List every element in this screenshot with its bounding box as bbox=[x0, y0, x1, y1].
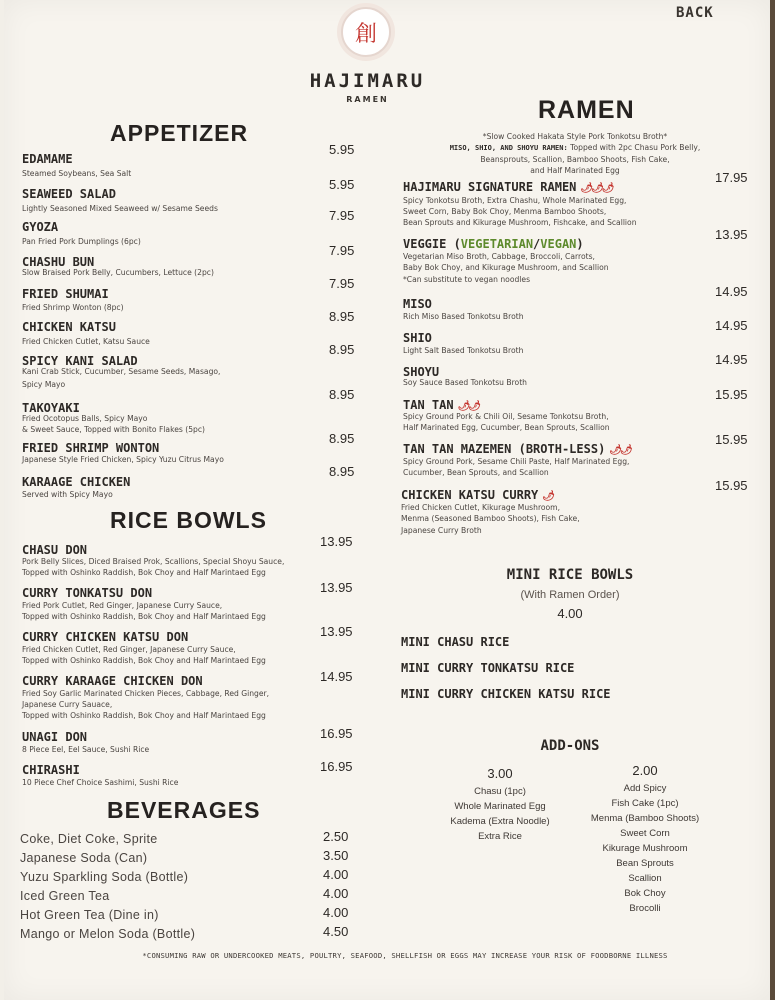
back-button[interactable]: BACK bbox=[676, 5, 714, 21]
ramen-item-price: 14.95 bbox=[715, 284, 748, 299]
rice-bowl-item-price: 13.95 bbox=[320, 624, 353, 639]
logo-glyph: 創 bbox=[354, 22, 377, 47]
appetizer-item-price: 8.95 bbox=[329, 464, 355, 479]
ramen-title: RAMEN bbox=[538, 96, 635, 124]
appetizer-item-desc: Japanese Style Fried Chicken, Spicy Yuzu Citrus Mayo bbox=[22, 455, 224, 464]
beverage-item-price: 3.50 bbox=[323, 848, 349, 863]
appetizer-item-price: 5.95 bbox=[329, 177, 355, 192]
rice-bowl-item-price: 13.95 bbox=[320, 534, 353, 549]
appetizer-item-name: FRIED SHRIMP WONTON bbox=[22, 441, 160, 455]
appetizer-item-name: EDAMAME bbox=[22, 152, 73, 166]
appetizer-item-desc: Served with Spicy Mayo bbox=[22, 490, 113, 499]
appetizer-item-price: 5.95 bbox=[329, 142, 355, 157]
rice-bowl-item-name: CURRY KARAAGE CHICKEN DON bbox=[22, 674, 203, 688]
ramen-intro bbox=[405, 131, 745, 176]
beverage-item-name: Mango or Melon Soda (Bottle) bbox=[20, 927, 196, 941]
appetizer-item-desc: Fried Shrimp Wonton (8pc) bbox=[22, 303, 124, 312]
ramen-item-desc: Baby Bok Choy, and Kikurage Mushroom, and Scallion bbox=[403, 263, 609, 272]
chili-pepper-icon: 🌶🌶 bbox=[609, 445, 631, 456]
rice-bowl-item-price: 14.95 bbox=[320, 669, 353, 684]
rice-bowl-item-desc: Topped with Oshinko Raddish, Bok Choy and Half Marintaed Egg bbox=[22, 656, 266, 665]
addon-item: Scallion bbox=[628, 873, 662, 884]
addon-item: Kadema (Extra Noodle) bbox=[450, 816, 550, 827]
beverage-item-price: 4.00 bbox=[323, 867, 349, 882]
appetizer-item-name: CHASHU BUN bbox=[22, 255, 95, 269]
rice-bowl-item-desc: Fried Soy Garlic Marinated Chicken Pieces, Cabbage, Red Ginger, bbox=[22, 689, 270, 698]
ramen-item-title: CHICKEN KATSU CURRY bbox=[401, 488, 539, 502]
beverage-item-price: 2.50 bbox=[323, 829, 349, 844]
ramen-item-desc: Spicy Ground Pork & Chili Oil, Sesame Tonkotsu Broth, bbox=[403, 412, 609, 421]
appetizer-item-desc: Slow Braised Pork Belly, Cucumbers, Lettuce (2pc) bbox=[22, 268, 214, 277]
addon-item: Chasu (1pc) bbox=[474, 786, 526, 797]
chili-pepper-icon: 🌶🌶🌶 bbox=[580, 183, 613, 194]
food-safety-disclaimer: *CONSUMING RAW OR UNDERCOOKED MEATS, POULTRY, SEAFOOD, SHELLFISH OR EGGS MAY INCREASE YOUR RISK OF FOODBORNE ILLNESS bbox=[142, 951, 668, 960]
addons-column-2 bbox=[575, 762, 715, 916]
ramen-item-name: MISO bbox=[403, 297, 432, 311]
ramen-item-desc: *Can substitute to vegan noodles bbox=[403, 275, 531, 284]
ramen-item-price: 14.95 bbox=[715, 318, 748, 333]
ramen-item-desc: Half Marinated Egg, Cucumber, Bean Sprouts, Scallion bbox=[403, 423, 610, 432]
addon-item: Brocolli bbox=[629, 903, 661, 914]
addon-item: Add Spicy bbox=[623, 783, 667, 794]
mini-rice-bowls-subtitle: (With Ramen Order) bbox=[520, 589, 620, 601]
addon-item: Whole Marinated Egg bbox=[454, 801, 546, 812]
ramen-intro-line bbox=[405, 142, 745, 154]
appetizer-item-desc: Steamed Soybeans, Sea Salt bbox=[22, 169, 132, 178]
beverage-item-name: Japanese Soda (Can) bbox=[20, 851, 148, 865]
ramen-item-price: 14.95 bbox=[715, 352, 748, 367]
addon-item: Kikurage Mushroom bbox=[602, 843, 688, 854]
beverages-title: BEVERAGES bbox=[107, 797, 261, 823]
ramen-item-name: SHOYU bbox=[403, 365, 440, 379]
appetizer-item-price: 8.95 bbox=[329, 431, 355, 446]
appetizer-item-price: 8.95 bbox=[329, 387, 355, 402]
ramen-item-desc: Cucumber, Bean Sprouts, and Scallion bbox=[403, 468, 549, 477]
ramen-item-title: HAJIMARU SIGNATURE RAMEN bbox=[403, 180, 577, 194]
ramen-item-title: / bbox=[533, 237, 541, 251]
rice-bowl-item-desc: Japanese Curry Sauace, bbox=[22, 700, 113, 709]
rice-bowl-item-name: CHIRASHI bbox=[22, 763, 80, 777]
ramen-intro-line: Beansprouts, Scallion, Bamboo Shoots, Fish Cake, bbox=[480, 155, 670, 164]
brand-subtitle: RAMEN bbox=[346, 95, 389, 104]
appetizer-item-name: SEAWEED SALAD bbox=[22, 187, 116, 201]
rice-bowls-title: RICE BOWLS bbox=[110, 507, 267, 533]
mini-rice-bowls-price: 4.00 bbox=[557, 606, 583, 621]
brand-name: HAJIMARU bbox=[309, 70, 426, 92]
appetizer-item-name: TAKOYAKI bbox=[22, 401, 80, 415]
mini-rice-item: MINI CHASU RICE bbox=[401, 635, 510, 649]
ramen-item-desc: Soy Sauce Based Tonkotsu Broth bbox=[403, 378, 527, 387]
rice-bowl-item-desc: 8 Piece Eel, Eel Sauce, Sushi Rice bbox=[22, 745, 150, 754]
ramen-item-desc: Japanese Curry Broth bbox=[401, 526, 482, 535]
ramen-item-desc: Spicy Tonkotsu Broth, Extra Chashu, Whole Marinated Egg, bbox=[403, 196, 627, 205]
rice-bowl-item-name: CHASU DON bbox=[22, 543, 88, 557]
beverage-item-price: 4.50 bbox=[323, 924, 349, 939]
ramen-item-name: SHIO bbox=[403, 331, 432, 345]
rice-bowl-item-name: CURRY CHICKEN KATSU DON bbox=[22, 630, 189, 644]
addon-item: Menma (Bamboo Shoots) bbox=[590, 813, 700, 824]
ramen-item-price: 15.95 bbox=[715, 432, 748, 447]
addon-item: Bean Sprouts bbox=[616, 858, 674, 869]
rice-bowl-item-price: 13.95 bbox=[320, 580, 353, 595]
appetizer-item-desc: Fried Ocotopus Balls, Spicy Mayo bbox=[22, 414, 148, 423]
appetizer-item-desc: Pan Fried Pork Dumplings (6pc) bbox=[22, 237, 141, 246]
ramen-item-name bbox=[401, 488, 553, 502]
ramen-item-desc: Sweet Corn, Baby Bok Choy, Menma Bamboo Shoots, bbox=[403, 207, 607, 216]
beverage-item-name: Yuzu Sparkling Soda (Bottle) bbox=[20, 870, 189, 884]
beverage-item-name: Hot Green Tea (Dine in) bbox=[20, 908, 159, 922]
beverage-item-price: 4.00 bbox=[323, 905, 349, 920]
rice-bowl-item-desc: 10 Piece Chef Choice Sashimi, Sushi Rice bbox=[22, 778, 179, 787]
beverage-item-price: 4.00 bbox=[323, 886, 349, 901]
addon-item: Extra Rice bbox=[478, 831, 522, 842]
ramen-item-desc: Bean Sprouts and Kikurage Mushroom, Fishcake, and Scallion bbox=[403, 218, 637, 227]
appetizer-item-price: 7.95 bbox=[329, 208, 355, 223]
ramen-item-price: 15.95 bbox=[715, 387, 748, 402]
appetizer-item-price: 8.95 bbox=[329, 309, 355, 324]
appetizer-item-desc: Lightly Seasoned Mixed Seaweed w/ Sesame Seeds bbox=[22, 204, 218, 213]
ramen-intro-line: *Slow Cooked Hakata Style Pork Tonkotsu Broth* bbox=[482, 132, 668, 141]
rice-bowl-item-desc: Pork Belly Slices, Diced Braised Prok, Scallions, Special Shoyu Sauce, bbox=[22, 557, 285, 566]
mini-rice-item: MINI CURRY TONKATSU RICE bbox=[401, 661, 575, 675]
appetizer-item-name: SPICY KANI SALAD bbox=[22, 354, 138, 368]
ramen-item-desc: Vegetarian Miso Broth, Cabbage, Broccoli, Carrots, bbox=[403, 252, 595, 261]
ramen-intro-line: and Half Marinated Egg bbox=[530, 166, 620, 175]
appetizer-title: APPETIZER bbox=[110, 120, 249, 146]
addon-item: Sweet Corn bbox=[620, 828, 670, 839]
page-edge-shadow bbox=[770, 0, 775, 1000]
ramen-item-name bbox=[403, 398, 479, 412]
ramen-item-desc: Menma (Seasoned Bamboo Shoots), Fish Cake, bbox=[401, 514, 580, 523]
ramen-item-name bbox=[403, 442, 631, 456]
vegetarian-label: VEGETARIAN bbox=[460, 237, 534, 251]
ramen-item-name bbox=[403, 180, 612, 194]
rice-bowl-item-price: 16.95 bbox=[320, 759, 353, 774]
appetizer-item-name: CHICKEN KATSU bbox=[22, 320, 116, 334]
rice-bowl-item-desc: Topped with Oshinko Raddish, Bok Choy and Half Marintaed Egg bbox=[22, 612, 266, 621]
ramen-item-title: ) bbox=[576, 237, 584, 251]
appetizer-item-desc: Kani Crab Stick, Cucumber, Sesame Seeds, Masago, bbox=[22, 367, 221, 376]
addons-column-3 bbox=[430, 765, 570, 844]
addon-price: 2.00 bbox=[632, 763, 658, 778]
rice-bowl-item-desc: Topped with Oshinko Raddish, Bok Choy and Half Marintaed Egg bbox=[22, 568, 266, 577]
addon-item: Fish Cake (1pc) bbox=[611, 798, 679, 809]
chili-pepper-icon: 🌶🌶 bbox=[457, 401, 479, 412]
appetizer-item-name: GYOZA bbox=[22, 220, 59, 234]
ramen-item-price: 15.95 bbox=[715, 478, 748, 493]
beverage-item-name: Iced Green Tea bbox=[20, 889, 110, 903]
chili-pepper-icon: 🌶 bbox=[542, 491, 553, 502]
rice-bowl-item-price: 16.95 bbox=[320, 726, 353, 741]
vegan-label: VEGAN bbox=[540, 237, 577, 251]
brand-logo bbox=[341, 7, 391, 57]
appetizer-item-desc: & Sweet Sauce, Topped with Bonito Flakes (5pc) bbox=[22, 425, 205, 434]
appetizer-item-price: 7.95 bbox=[329, 276, 355, 291]
ramen-item-title: VEGGIE ( bbox=[403, 237, 461, 251]
ramen-item-desc: Fried Chicken Cutlet, Kikurage Mushroom, bbox=[401, 503, 560, 512]
rice-bowl-item-desc: Fried Pork Cutlet, Red Ginger, Japanese Curry Sauce, bbox=[22, 601, 223, 610]
rice-bowl-item-desc: Topped with Oshinko Raddish, Bok Choy and Half Marintaed Egg bbox=[22, 711, 266, 720]
ramen-item-title: TAN TAN bbox=[403, 398, 454, 412]
ramen-item-price: 13.95 bbox=[715, 227, 748, 242]
appetizer-item-price: 7.95 bbox=[329, 243, 355, 258]
addon-item: Bok Choy bbox=[624, 888, 666, 899]
appetizer-item-name: FRIED SHUMAI bbox=[22, 287, 109, 301]
mini-rice-item: MINI CURRY CHICKEN KATSU RICE bbox=[401, 687, 611, 701]
appetizer-item-price: 8.95 bbox=[329, 342, 355, 357]
rice-bowl-item-name: CURRY TONKATSU DON bbox=[22, 586, 153, 600]
ramen-item-title: TAN TAN MAZEMEN (BROTH-LESS) bbox=[403, 442, 606, 456]
rice-bowl-item-desc: Fried Chicken Cutlet, Red Ginger, Japanese Curry Sauce, bbox=[22, 645, 236, 654]
ramen-item-desc: Spicy Ground Pork, Sesame Chili Paste, Half Marinated Egg, bbox=[403, 457, 630, 466]
mini-rice-bowls-title: MINI RICE BOWLS bbox=[506, 567, 634, 583]
ramen-item-price: 17.95 bbox=[715, 170, 748, 185]
ramen-intro-bold: MISO, SHIO, AND SHOYU RAMEN: bbox=[449, 144, 568, 152]
ramen-intro-text: Topped with 2pc Chasu Pork Belly, bbox=[567, 143, 701, 152]
addons-title: ADD-ONS bbox=[540, 738, 600, 754]
ramen-item-name bbox=[403, 237, 584, 251]
ramen-item-desc: Light Salt Based Tonkotsu Broth bbox=[403, 346, 524, 355]
appetizer-item-name: KARAAGE CHICKEN bbox=[22, 475, 131, 489]
appetizer-item-desc: Fried Chicken Cutlet, Katsu Sauce bbox=[22, 337, 150, 346]
ramen-item-desc: Rich Miso Based Tonkotsu Broth bbox=[403, 312, 524, 321]
beverage-item-name: Coke, Diet Coke, Sprite bbox=[20, 832, 158, 846]
rice-bowl-item-name: UNAGI DON bbox=[22, 730, 88, 744]
addon-price: 3.00 bbox=[487, 766, 513, 781]
appetizer-item-desc: Spicy Mayo bbox=[22, 380, 66, 389]
